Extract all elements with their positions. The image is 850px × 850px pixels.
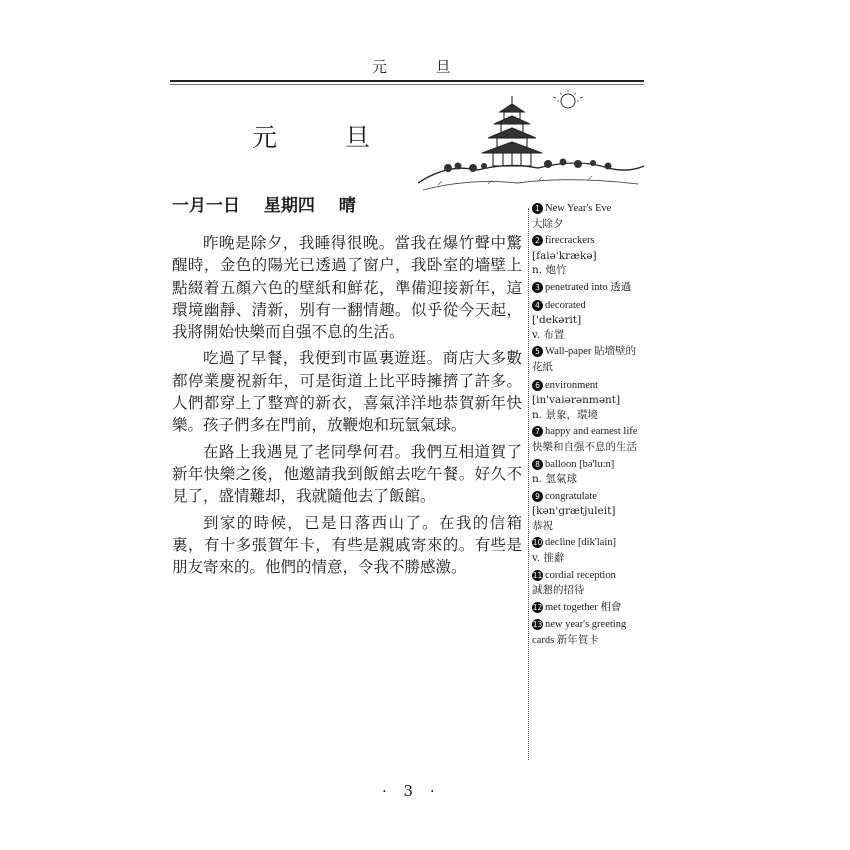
vocab-line: n. 氫氣球 bbox=[532, 473, 577, 486]
vocab-line: met together 相會 bbox=[545, 601, 622, 613]
vocab-item bbox=[532, 233, 644, 278]
vocab-number-badge: 6 bbox=[532, 380, 543, 391]
vocab-line: cordial reception bbox=[545, 569, 616, 581]
vocab-number-badge: 13 bbox=[532, 620, 543, 630]
header-rule-thin bbox=[170, 84, 644, 85]
vocab-line: 誠懇的招待 bbox=[532, 584, 585, 597]
vocab-line: 恭祝 bbox=[532, 519, 553, 532]
vocab-line: v. 推辭 bbox=[532, 552, 565, 565]
vocab-line: new year's greeting cards 新年賀卡 bbox=[532, 619, 627, 647]
vocab-line: ['dekərit] bbox=[532, 314, 582, 327]
vocab-line: balloon [bə'lu:n] bbox=[545, 458, 615, 470]
pagoda-landscape-icon bbox=[418, 88, 644, 196]
vocab-number-badge: 2 bbox=[532, 235, 543, 246]
page-number: · 3 · bbox=[382, 782, 441, 800]
vocab-line: n. 景象，環境 bbox=[532, 408, 598, 421]
vocab-line: Wall-paper 貼墻壁的花紙 bbox=[532, 346, 637, 373]
vocab-line: environment bbox=[545, 379, 599, 391]
diary-date: 一月一日 bbox=[172, 196, 240, 216]
vocab-item bbox=[532, 568, 644, 598]
vocab-line: [faiə'krækə] bbox=[532, 249, 597, 262]
vocab-number-badge: 1 bbox=[532, 203, 543, 214]
running-header: 元 旦 bbox=[372, 58, 473, 76]
vocab-item bbox=[532, 424, 644, 454]
diary-body bbox=[172, 232, 522, 582]
vocab-line: n. 炮竹 bbox=[532, 264, 567, 277]
vocab-line: congratulate bbox=[545, 490, 597, 502]
vocab-item bbox=[532, 600, 644, 616]
vocab-number-badge: 3 bbox=[532, 282, 543, 293]
column-divider bbox=[528, 208, 529, 760]
vocab-item bbox=[532, 489, 644, 534]
diary-date-line bbox=[172, 191, 374, 216]
header-rule bbox=[170, 80, 644, 82]
diary-weekday: 星期四 bbox=[263, 196, 315, 216]
vocab-line: 快樂和自强不息的生活 bbox=[532, 440, 637, 453]
vocab-line: penetrated into 透過 bbox=[545, 281, 632, 293]
vocab-line: New Year's Eve bbox=[545, 203, 612, 214]
paragraph: 吃過了早餐，我便到市區裏遊逛。商店大多數都停業慶祝新年，可是街道上比平時擁擠了許多。人們都穿上了整齊的新衣，喜氣洋洋地恭賀新年快樂。孩子們多在門前，放鞭炮和玩氫氣球。 bbox=[172, 349, 522, 435]
vocab-line: [kən'grætjuleit] bbox=[532, 505, 616, 518]
vocab-line: happy and earnest life bbox=[545, 426, 638, 438]
vocab-item bbox=[532, 457, 644, 487]
vocab-item bbox=[532, 617, 644, 648]
vocab-line: firecrackers bbox=[545, 235, 595, 247]
vocab-item bbox=[532, 344, 644, 375]
vocab-line: decorated bbox=[545, 299, 586, 311]
vocab-number-badge: 11 bbox=[532, 570, 543, 580]
vocab-number-badge: 8 bbox=[532, 459, 543, 470]
vocab-line: v. 布置 bbox=[532, 328, 565, 341]
diary-weather: 晴 bbox=[338, 196, 356, 216]
paragraph: 昨晚是除夕，我睡得很晚。當我在爆竹聲中驚醒時，金色的陽光已透過了窗户，我卧室的墻壁上點綴着五顏六色的壁紙和鮮花，準備迎接新年，這環境幽靜、清新，别有一翻情趣。似乎從今天起，我將開始快樂而自强不息的生活。 bbox=[172, 234, 522, 342]
vocab-number-badge: 10 bbox=[532, 538, 543, 548]
paragraph: 在路上我遇見了老同學何君。我們互相道賀了新年快樂之後，他邀請我到飯館去吃午餐。好久不見了，盛情難却，我就隨他去了飯館。 bbox=[172, 442, 522, 506]
vocab-line: decline [dik'lain] bbox=[545, 537, 616, 549]
vocab-item bbox=[532, 298, 644, 343]
vocab-item bbox=[532, 378, 644, 423]
vocab-number-badge: 5 bbox=[532, 346, 543, 357]
vocab-line: [in'vaiərənmənt] bbox=[532, 394, 621, 407]
vocab-item bbox=[532, 280, 644, 296]
vocab-number-badge: 4 bbox=[532, 300, 543, 311]
vocab-item bbox=[532, 201, 644, 231]
vocab-number-badge: 7 bbox=[532, 426, 543, 437]
chapter-title: 元 旦 bbox=[252, 123, 400, 152]
vocab-number-badge: 12 bbox=[532, 602, 543, 612]
vocabulary-notes bbox=[532, 201, 644, 651]
vocab-number-badge: 9 bbox=[532, 491, 543, 502]
vocab-item bbox=[532, 535, 644, 565]
paragraph: 到家的時候，已是日落西山了。在我的信箱裏，有十多張賀年卡，有些是親戚寄來的。有些是朋友寄來的。他們的情意，令我不勝感激。 bbox=[172, 513, 522, 577]
vocab-line: 大除夕 bbox=[532, 217, 564, 230]
